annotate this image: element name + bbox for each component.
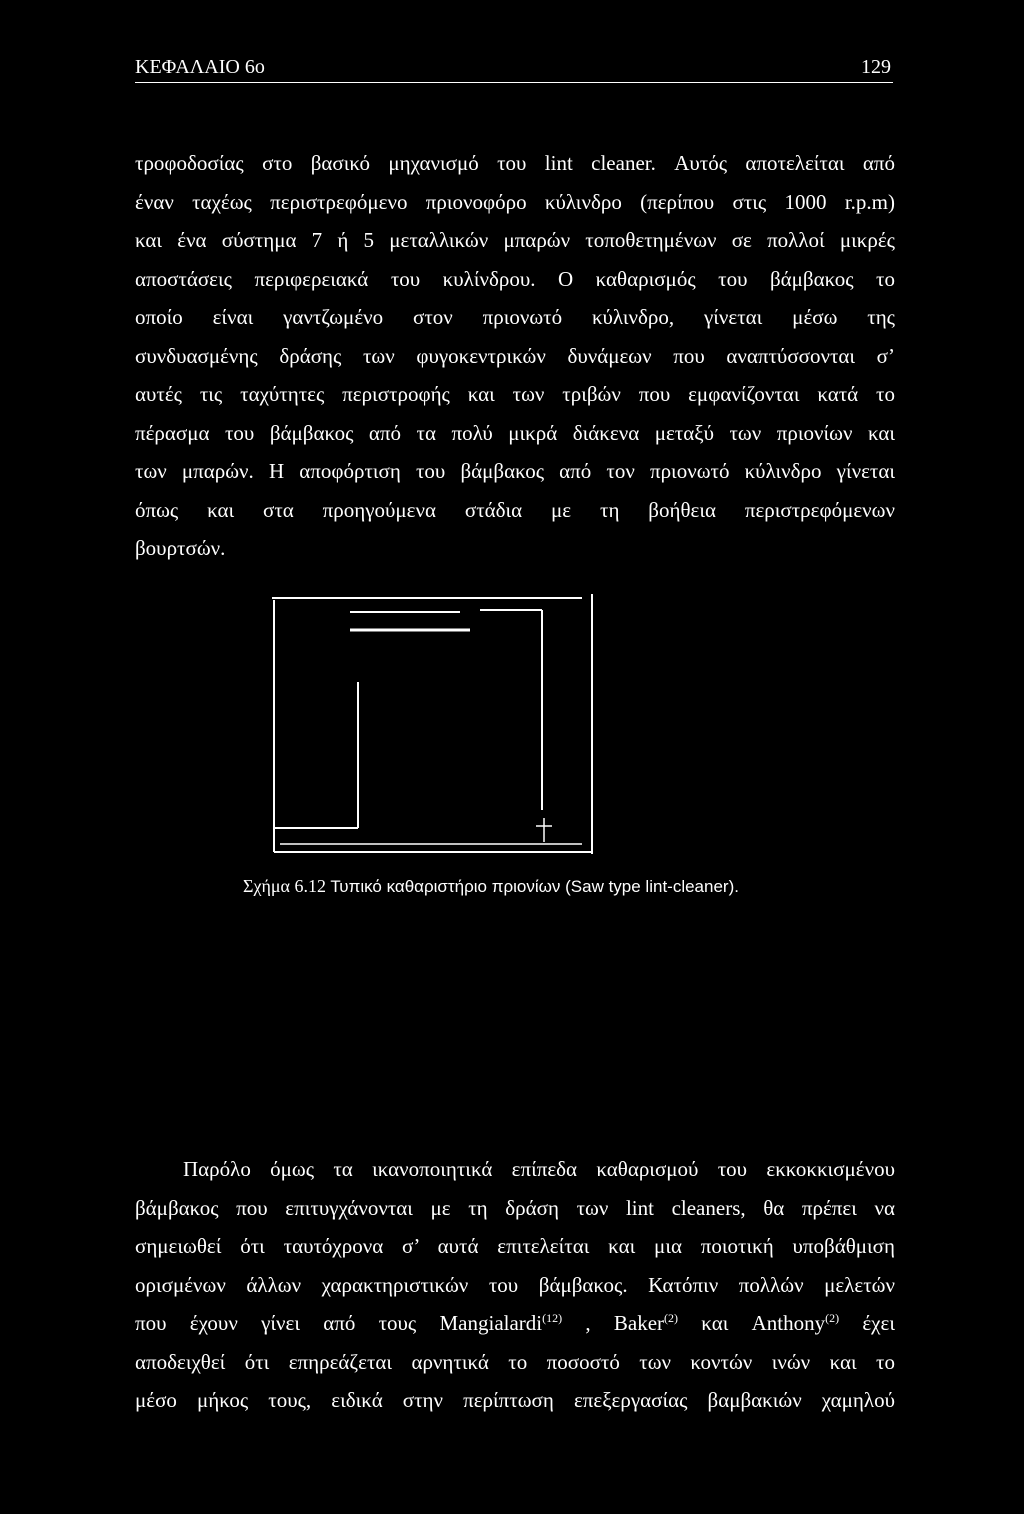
text-line: οποίο είναι γαντζωμένο στον πριονωτό κύλινδρο, γίνεται μέσω της bbox=[135, 305, 895, 329]
figure-caption bbox=[243, 876, 739, 897]
text-line: σημειωθεί ότι ταυτόχρονα σ’ αυτά επιτελείται και μια ποιοτική υποβάθμιση bbox=[135, 1234, 895, 1258]
reference-mark: (12) bbox=[542, 1311, 563, 1325]
text-line: μέσο μήκος τους, ειδικά στην περίπτωση επεξεργασίας βαμβακιών χαμηλού bbox=[135, 1388, 895, 1412]
text-line: βάμβακος που επιτυγχάνονται με τη δράση των lint cleaners, θα πρέπει να bbox=[135, 1195, 895, 1220]
text-line: αποδειχθεί ότι επηρεάζεται αρνητικά το ποσοστό των κοντών ινών και το bbox=[135, 1349, 895, 1374]
chapter-title: ΚΕΦΑΛΑΙΟ 6ο bbox=[135, 56, 265, 78]
text-line: των μπαρών. Η αποφόρτιση του βάμβακος από τον πριονωτό κύλινδρο γίνεται bbox=[135, 459, 895, 483]
page-header bbox=[135, 52, 893, 83]
text-line: αποστάσεις περιφερειακά του κυλίνδρου. Ο καθαρισμός του βάμβακος το bbox=[135, 266, 895, 291]
figure-saw-lint-cleaner bbox=[270, 590, 600, 865]
lint-cleaner-diagram bbox=[270, 590, 600, 865]
paragraph-2 bbox=[135, 1150, 895, 1420]
text-line: αυτές τις ταχύτητες περιστροφής και των τριβών που εμφανίζονται κατά το bbox=[135, 382, 895, 406]
line-part: έχει bbox=[839, 1311, 895, 1335]
text-line: πέρασμα του βάμβακος από τα πολύ μικρά διάκενα μεταξύ των πριονίων και bbox=[135, 420, 895, 445]
text-line: Παρόλο όμως τα ικανοποιητικά επίπεδα καθαρισμού του εκκοκκισμένου bbox=[183, 1157, 895, 1181]
text-line: και ένα σύστημα 7 ή 5 μεταλλικών μπαρών τοποθετημένων σε πολλοί μικρές bbox=[135, 228, 895, 252]
line-part: που έχουν γίνει από τους Mangialardi bbox=[135, 1311, 543, 1335]
page-number: 129 bbox=[861, 56, 891, 78]
text-line-with-references bbox=[135, 1304, 895, 1343]
line-part: , Baker bbox=[562, 1311, 665, 1335]
reference-mark: (2) bbox=[664, 1311, 679, 1325]
text-line: όπως και στα προηγούμενα στάδια με τη βοήθεια περιστρεφόμενων bbox=[135, 497, 895, 522]
reference-mark: (2) bbox=[825, 1311, 840, 1325]
caption-text: Τυπικό καθαριστήριο πριονίων (Saw type lint-cleaner). bbox=[325, 877, 739, 896]
text-line: βουρτσών. bbox=[135, 536, 226, 560]
text-line: έναν ταχέως περιστρεφόμενο πριονοφόρο κύλινδρο (περίπου στις 1000 r.p.m) bbox=[135, 189, 895, 214]
text-line: ορισμένων άλλων χαρακτηριστικών του βάμβακος. Κατόπιν πολλών μελετών bbox=[135, 1272, 895, 1297]
text-line: τροφοδοσίας στο βασικό μηχανισμό του lint cleaner. Αυτός αποτελείται από bbox=[135, 151, 895, 175]
caption-number: Σχήμα 6.12 bbox=[243, 876, 326, 896]
paragraph-1 bbox=[135, 144, 895, 568]
line-part: και Anthony bbox=[678, 1311, 826, 1335]
text-line: συνδυασμένης δράσης των φυγοκεντρικών δυνάμεων που αναπτύσσονται σ’ bbox=[135, 343, 895, 368]
